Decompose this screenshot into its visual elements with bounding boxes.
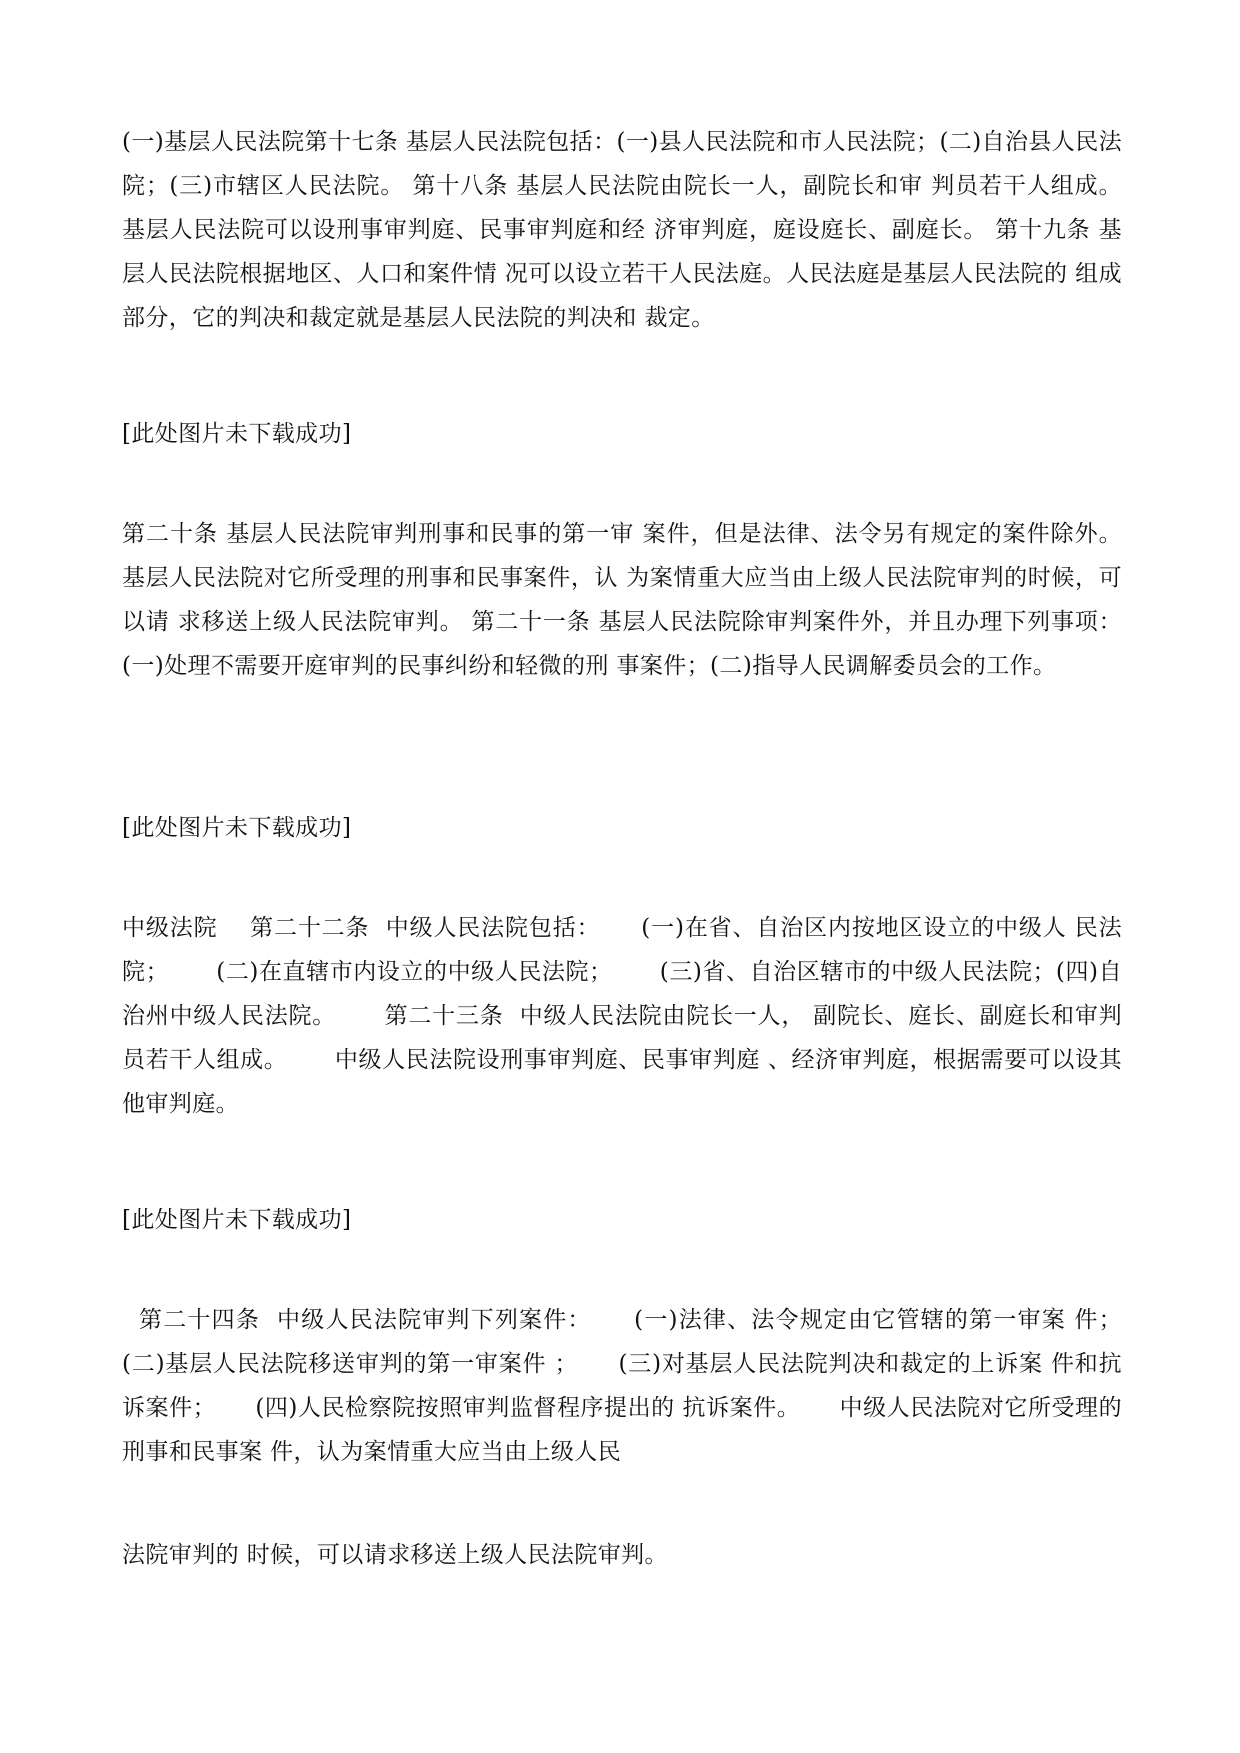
paragraph-first-instance: 第二十条 基层人民法院审判刑事和民事的第一审 案件，但是法律、法令另有规定的案件除外。 基层人民法院对它所受理的刑事和民事案件，认 为案情重大应当由上级人民法院审判的时候，可以请 求移送上级人民法院审判。 第二十一条 基层人民法院除审判案件外，并且办理下列事项：(一)处理不需要开庭审判的民事纠纷和轻微的刑 事案件；(二)指导人民调解委员会的工作。 xyxy=(122,521,1130,679)
paragraph-intermediate-courts: 中级法院 第二十二条 中级人民法院包括： (一)在省、自治区内按地区设立的中级人 民法院； (二)在直辖市内设立的中级人民法院； (三)省、自治区辖市的中级人民法院；(四)自治州中级人民法院。 第二十三条 中级人民法院由院长一人， 副院长、庭长、副庭长和审判员若干人组成。 中级人民法院设刑事审判庭、民事审判庭 、经济审判庭，根据需要可以设其他审判庭。 xyxy=(122,915,1122,1117)
image-placeholder: [此处图片未下载成功] xyxy=(122,1207,352,1233)
image-placeholder: [此处图片未下载成功] xyxy=(122,815,352,841)
paragraph-basic-courts: (一)基层人民法院第十七条 基层人民法院包括：(一)县人民法院和市人民法院；(二)自治县人民法院；(三)市辖区人民法院。 第十八条 基层人民法院由院长一人，副院长和审 判员若干人组成。 基层人民法院可以设刑事审判庭、民事审判庭和经 济审判庭，庭设庭长、副庭长。 第十九条 基层人民法院根据地区、人口和案件情 况可以设立若干人民法庭。人民法庭是基层人民法院的 组成部分，它的判决和裁定就是基层人民法院的判决和 裁定。 xyxy=(122,129,1130,331)
image-placeholder: [此处图片未下载成功] xyxy=(122,421,352,447)
paragraph-intermediate-cases: 第二十四条 中级人民法院审判下列案件： (一)法律、法令规定由它管辖的第一审案 件；(二)基层人民法院移送审判的第一审案件 ； (三)对基层人民法院判决和裁定的上诉案 件和抗诉案件； (四)人民检察院按照审判监督程序提出的 抗诉案件。 中级人民法院对它所受理的刑事和民事案 件，认为案情重大应当由上级人民 xyxy=(122,1307,1122,1465)
paragraph-continuation: 法院审判的 时候，可以请求移送上级人民法院审判。 xyxy=(122,1542,668,1568)
